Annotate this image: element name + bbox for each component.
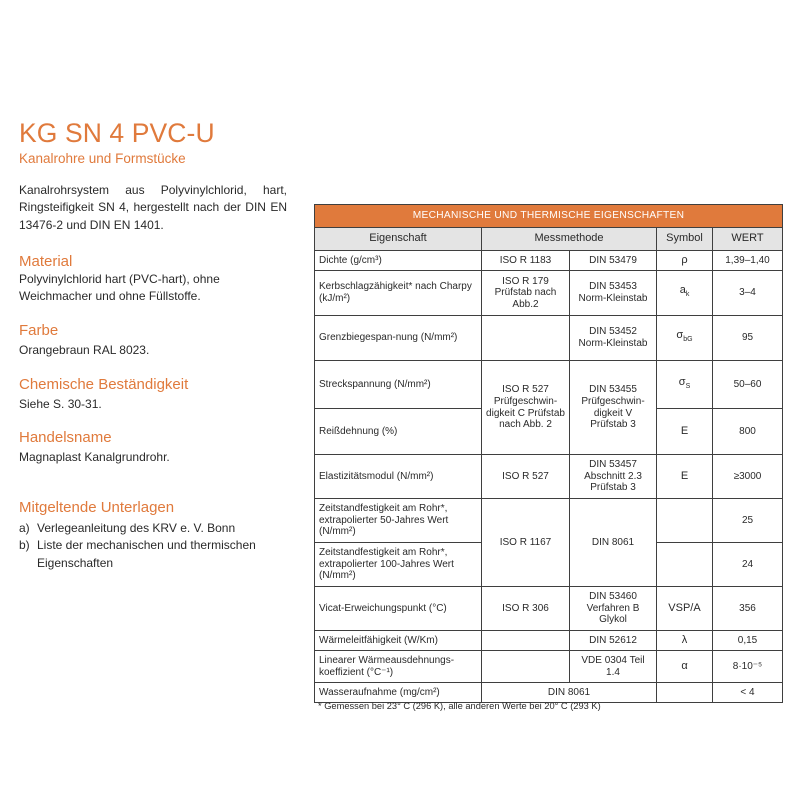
cell-value: < 4 — [713, 683, 783, 703]
cell-value: 1,39–1,40 — [713, 251, 783, 271]
table-row — [315, 499, 783, 543]
cell-method-b: DIN 53479 — [570, 251, 657, 271]
cell-method-b: DIN 53453 Norm-Kleinstab — [570, 271, 657, 316]
cell-method-a: ISO R 179 Prüfstab nach Abb.2 — [482, 271, 570, 316]
document-item-prefix: b) — [19, 538, 30, 553]
cell-symbol — [657, 499, 713, 543]
table-title: MECHANISCHE UND THERMISCHE EIGENSCHAFTEN — [315, 205, 783, 228]
cell-value: 356 — [713, 587, 783, 631]
table-row — [315, 361, 783, 409]
table-row — [315, 587, 783, 631]
cell-symbol — [657, 361, 713, 409]
section-text-handelsname: Magnaplast Kanalgrundrohr. — [19, 450, 170, 464]
column-header-messmethode: Messmethode — [482, 228, 657, 251]
cell-symbol: α — [657, 651, 713, 683]
cell-method-b: DIN 53455 Prüfgeschwin-digkeit V Prüfstab 3 — [570, 361, 657, 455]
page-subtitle: Kanalrohre und Formstücke — [19, 151, 186, 166]
cell-value: 25 — [713, 499, 783, 543]
cell-method-a: ISO R 1167 — [482, 499, 570, 587]
cell-value: 24 — [713, 543, 783, 587]
cell-property: Wärmeleitfähigkeit (W/Km) — [315, 631, 482, 651]
cell-value: 0,15 — [713, 631, 783, 651]
cell-symbol — [657, 271, 713, 316]
cell-property: Grenzbiegespan-nung (N/mm²) — [315, 316, 482, 361]
table-row — [315, 683, 783, 703]
symbol-base: σ — [678, 375, 686, 388]
cell-property: Linearer Wärmeausdehnungs-koeffizient (°C⁻¹) — [315, 651, 482, 683]
intro-text: Kanalrohrsystem aus Polyvinylchlorid, hart, Ringsteifigkeit SN 4, hergestellt nach der DIN EN 13476-2 und DIN EN 1401. — [19, 183, 287, 232]
cell-property: Zeitstandfestigkeit am Rohr*, extrapolierter 100-Jahres Wert (N/mm²) — [315, 543, 482, 587]
cell-value: 50–60 — [713, 361, 783, 409]
table-row — [315, 271, 783, 316]
cell-method-b: DIN 8061 — [570, 499, 657, 587]
cell-symbol: λ — [657, 631, 713, 651]
symbol-subscript: bG — [683, 336, 693, 344]
cell-method-b: VDE 0304 Teil 1.4 — [570, 651, 657, 683]
column-header-symbol: Symbol — [657, 228, 713, 251]
document-item — [19, 537, 294, 572]
cell-method-a — [482, 631, 570, 651]
cell-value: 800 — [713, 409, 783, 455]
cell-symbol: E — [657, 455, 713, 499]
cell-method-b: DIN 53457 Abschnitt 2.3 Prüfstab 3 — [570, 455, 657, 499]
cell-method-a: ISO R 527 Prüfgeschwin-digkeit C Prüfstab nach Abb. 2 — [482, 361, 570, 455]
cell-property: Vicat-Erweichungspunkt (°C) — [315, 587, 482, 631]
section-text-material: Polyvinylchlorid hart (PVC-hart), ohne Weichmacher und ohne Füllstoffe. — [19, 272, 220, 304]
documents-list — [19, 520, 294, 572]
cell-property: Wasseraufnahme (mg/cm²) — [315, 683, 482, 703]
cell-symbol: ρ — [657, 251, 713, 271]
cell-value: 95 — [713, 316, 783, 361]
symbol-subscript: S — [685, 382, 691, 390]
cell-method-a: ISO R 306 — [482, 587, 570, 631]
section-heading-farbe: Farbe — [19, 322, 59, 339]
page-title: KG SN 4 PVC-U — [19, 118, 215, 148]
properties-table — [314, 204, 783, 703]
cell-property: Dichte (g/cm³) — [315, 251, 482, 271]
cell-property: Reißdehnung (%) — [315, 409, 482, 455]
cell-method: DIN 8061 — [482, 683, 657, 703]
section-heading-material: Material — [19, 253, 73, 270]
cell-method-b: DIN 53460 Verfahren B Glykol — [570, 587, 657, 631]
table-row — [315, 651, 783, 683]
table-row — [315, 316, 783, 361]
documents-heading: Mitgeltende Unterlagen — [19, 499, 175, 516]
table-row — [315, 251, 783, 271]
table-header-row — [315, 228, 783, 251]
section-text-chemische-bestaendigkeit: Siehe S. 30-31. — [19, 397, 102, 411]
cell-symbol — [657, 543, 713, 587]
table-footnote: * Gemessen bei 23° C (296 K), alle anderen Werte bei 20° C (293 K) — [318, 701, 601, 711]
cell-symbol: VSP/A — [657, 587, 713, 631]
cell-property: Kerbschlagzähigkeit* nach Charpy (kJ/m²) — [315, 271, 482, 316]
cell-property: Streckspannung (N/mm²) — [315, 361, 482, 409]
cell-value: 3–4 — [713, 271, 783, 316]
cell-symbol — [657, 683, 713, 703]
cell-method-a — [482, 651, 570, 683]
cell-method-a — [482, 316, 570, 361]
document-item-text: Verlegeanleitung des KRV e. V. Bonn — [37, 521, 236, 535]
cell-value: 8·10⁻⁵ — [713, 651, 783, 683]
cell-property: Elastizitätsmodul (N/mm²) — [315, 455, 482, 499]
cell-method-a: ISO R 527 — [482, 455, 570, 499]
symbol-subscript: k — [685, 291, 690, 299]
cell-method-b: DIN 52612 — [570, 631, 657, 651]
column-header-wert: WERT — [713, 228, 783, 251]
cell-symbol — [657, 316, 713, 361]
document-item-text: Liste der mechanischen und thermischen Eigenschaften — [37, 538, 256, 570]
cell-method-a: ISO R 1183 — [482, 251, 570, 271]
document-item — [19, 520, 294, 537]
table-row — [315, 455, 783, 499]
cell-method-b: DIN 53452 Norm-Kleinstab — [570, 316, 657, 361]
document-item-prefix: a) — [19, 521, 30, 535]
symbol-base: σ — [676, 329, 684, 342]
section-text-farbe: Orangebraun RAL 8023. — [19, 343, 150, 357]
symbol-base: a — [679, 284, 686, 297]
table-row — [315, 631, 783, 651]
cell-value: ≥3000 — [713, 455, 783, 499]
section-heading-chemische-bestaendigkeit: Chemische Beständigkeit — [19, 376, 189, 393]
cell-property: Zeitstandfestigkeit am Rohr*, extrapolierter 50-Jahres Wert (N/mm²) — [315, 499, 482, 543]
section-heading-handelsname: Handelsname — [19, 429, 112, 446]
cell-symbol: E — [657, 409, 713, 455]
column-header-eigenschaft: Eigenschaft — [315, 228, 482, 251]
